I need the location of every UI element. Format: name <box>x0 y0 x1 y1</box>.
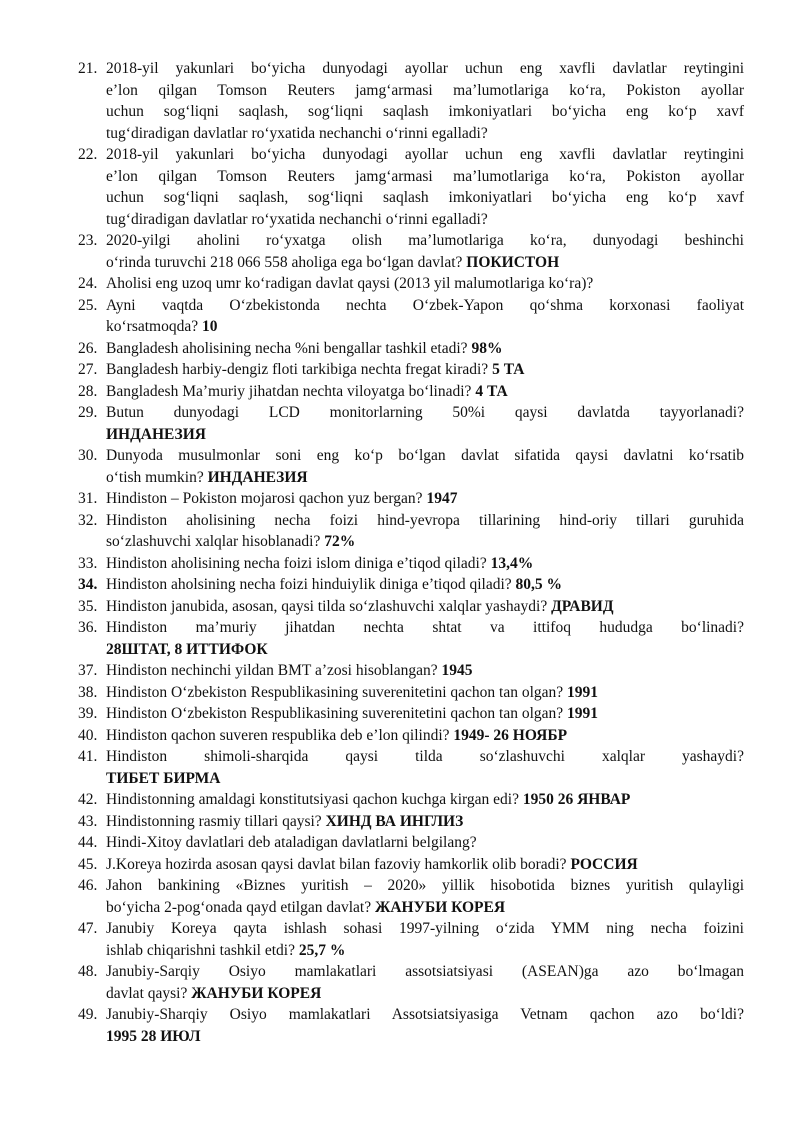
answer-text: РОССИЯ <box>570 855 638 873</box>
question-line <box>106 166 744 188</box>
answer-text: 72% <box>324 533 356 550</box>
question-line <box>106 811 744 833</box>
question-line <box>106 402 744 424</box>
question-item <box>78 230 744 273</box>
answer-text: ЖАНУБИ КОРЕЯ <box>191 984 322 1002</box>
question-text <box>106 445 744 488</box>
answer-text: ЖАНУБИ КОРЕЯ <box>375 898 506 916</box>
question-text <box>106 1004 744 1047</box>
question-item <box>78 961 744 1004</box>
answer-text: 80,5 % <box>515 576 563 593</box>
question-text <box>106 58 744 144</box>
question-text <box>106 553 744 575</box>
answer-text: 10 <box>201 318 218 335</box>
question-number: 48. <box>78 963 98 980</box>
question-number: 40. <box>78 726 98 744</box>
question-line <box>106 230 744 252</box>
question-number: 49. <box>78 1006 98 1023</box>
question-line <box>106 381 744 403</box>
question-number: 21. <box>78 60 98 77</box>
question-item <box>78 789 744 811</box>
answer-text: ТИБЕТ БИРМА <box>106 769 221 787</box>
question-line <box>106 424 744 446</box>
question-line-text: so‘zlashuvchi xalqlar hisoblanadi? <box>106 533 321 550</box>
question-text <box>106 682 744 704</box>
question-line <box>106 80 744 102</box>
question-text <box>106 961 744 1004</box>
question-number: 34. <box>78 576 98 593</box>
question-line-text: ko‘rsatmoqda? <box>106 318 199 335</box>
question-text <box>106 746 744 789</box>
question-line <box>106 617 744 639</box>
question-line <box>106 1026 744 1048</box>
question-text <box>106 811 744 833</box>
question-line-text: Hindiston O‘zbekiston Respublikasining suverenitetini qachon tan olgan? <box>106 705 564 722</box>
question-line-text: uchun sog‘liqni saqlash, sog‘liqni saqlash imkoniyatlari bo‘yicha eng ko‘p xavf <box>106 103 744 120</box>
question-line <box>106 445 744 467</box>
question-item <box>78 295 744 338</box>
question-text <box>106 574 744 596</box>
question-line-text: tug‘diradigan davlatlar ro‘yxatida nechanchi o‘rinni egalladi? <box>106 124 488 142</box>
question-text <box>106 725 744 747</box>
question-text <box>106 617 744 660</box>
question-line <box>106 768 744 790</box>
question-line <box>106 209 744 231</box>
question-number: 43. <box>78 812 98 830</box>
question-line <box>106 338 744 360</box>
answer-text: ХИНД ВА ИНГЛИЗ <box>325 812 464 830</box>
answer-text: 1947 <box>426 490 458 507</box>
question-line-text: e’lon qilgan Tomson Reuters jamg‘armasi ma’lumotlariga ko‘ra, Pokiston ayollar <box>106 167 744 185</box>
question-line <box>106 832 744 854</box>
question-line <box>106 359 744 381</box>
question-item <box>78 402 744 445</box>
question-line <box>106 144 744 166</box>
question-line-text: Hindiston ma’muriy jihatdan nechta shtat va ittifoq hududga bo‘linadi? <box>106 619 744 636</box>
question-line-text: Hindistonning rasmiy tillari qaysi? <box>106 812 322 830</box>
question-item <box>78 617 744 660</box>
question-line-text: Butun dunyodagi LCD monitorlarning 50%i qaysi davlatda tayyorlanadi? <box>106 404 744 421</box>
question-line-text: Janubiy Koreya qayta ishlash sohasi 1997-yilning o‘zida YMM ning necha foizini <box>106 920 744 937</box>
question-line <box>106 252 744 274</box>
question-line <box>106 488 744 510</box>
question-line-text: davlat qaysi? <box>106 984 188 1002</box>
question-item <box>78 746 744 789</box>
question-number: 33. <box>78 554 98 572</box>
question-line-text: Jahon bankining «Biznes yuritish – 2020» yillik hisobotida biznes yuritish qulayligi <box>106 877 744 894</box>
question-item <box>78 445 744 488</box>
question-line-text: Dunyoda musulmonlar soni eng ko‘p bo‘lgan davlat sifatida qaysi davlatni ko‘rsatib <box>106 447 744 464</box>
question-text <box>106 381 744 403</box>
question-line <box>106 789 744 811</box>
question-item <box>78 144 744 230</box>
question-item <box>78 854 744 876</box>
question-item <box>78 510 744 553</box>
question-text <box>106 359 744 381</box>
question-line-text: Bangladesh Ma’muriy jihatdan nechta viloyatga bo‘linadi? <box>106 382 472 400</box>
question-line <box>106 940 744 962</box>
question-item <box>78 811 744 833</box>
answer-text: 28ШТАТ, 8 ИТТИФОК <box>106 640 268 658</box>
question-text <box>106 273 744 295</box>
question-line <box>106 682 744 704</box>
question-text <box>106 402 744 445</box>
question-item <box>78 875 744 918</box>
question-number: 29. <box>78 404 98 421</box>
question-line <box>106 746 744 768</box>
question-number: 42. <box>78 791 98 808</box>
question-line-text: Hindiston aholsining necha foizi hinduiylik diniga e’tiqod qiladi? <box>106 576 512 593</box>
question-number: 22. <box>78 146 98 163</box>
question-item <box>78 682 744 704</box>
answer-text: 4 ТА <box>475 382 508 400</box>
question-line-text: Hindiston shimoli-sharqida qaysi tilda so‘zlashuvchi xalqlar yashaydi? <box>106 748 744 765</box>
question-line-text: 2020-yilgi aholini ro‘yxatga olish ma’lumotlariga ko‘ra, dunyodagi beshinchi <box>106 232 744 249</box>
question-line <box>106 596 744 618</box>
question-text <box>106 703 744 725</box>
question-line-text: Janubiy-Sarqiy Osiyo mamlakatlari assotsiatsiyasi (ASEAN)ga azo bo‘lmagan <box>106 963 744 980</box>
question-text <box>106 338 744 360</box>
question-item <box>78 273 744 295</box>
question-line <box>106 467 744 489</box>
question-line-text: Hindiston nechinchi yildan BMT a’zosi hisoblangan? <box>106 662 438 679</box>
answer-text: 13,4% <box>490 554 534 572</box>
question-item <box>78 381 744 403</box>
question-item <box>78 832 744 854</box>
question-item <box>78 338 744 360</box>
question-text <box>106 854 744 876</box>
question-line <box>106 295 744 317</box>
answer-text: 5 ТА <box>492 361 525 378</box>
question-text <box>106 488 744 510</box>
answer-text: ПОКИСТОН <box>466 253 560 271</box>
answer-text: ИНДАНЕЗИЯ <box>207 468 308 486</box>
question-line <box>106 123 744 145</box>
question-number: 47. <box>78 920 98 937</box>
question-number: 36. <box>78 619 98 636</box>
question-item <box>78 58 744 144</box>
question-text <box>106 832 744 854</box>
question-number: 30. <box>78 447 98 464</box>
question-text <box>106 510 744 553</box>
question-number: 28. <box>78 382 98 400</box>
question-number: 41. <box>78 748 98 765</box>
question-line <box>106 273 744 295</box>
question-line <box>106 58 744 80</box>
question-item <box>78 703 744 725</box>
question-item <box>78 553 744 575</box>
question-text <box>106 230 744 273</box>
question-line-text: 2018-yil yakunlari bo‘yicha dunyodagi ayollar uchun eng xavfli davlatlar reytingini <box>106 146 744 163</box>
question-item <box>78 359 744 381</box>
question-number: 46. <box>78 877 98 894</box>
answer-text: 1950 26 ЯНВАР <box>522 791 631 808</box>
question-item <box>78 725 744 747</box>
question-line <box>106 897 744 919</box>
answer-text: 1995 28 ИЮЛ <box>106 1027 201 1045</box>
question-text <box>106 660 744 682</box>
question-number: 37. <box>78 662 98 679</box>
question-line <box>106 531 744 553</box>
question-number: 38. <box>78 683 98 701</box>
question-line <box>106 510 744 532</box>
question-line <box>106 854 744 876</box>
question-line-text: Hindiston O‘zbekiston Respublikasining suverenitetini qachon tan olgan? <box>106 683 564 701</box>
question-text <box>106 789 744 811</box>
answer-text: 25,7 % <box>298 941 346 959</box>
answer-text: 1945 <box>441 662 473 679</box>
question-line-text: o‘rinda turuvchi 218 066 558 aholiga ega bo‘lgan davlat? <box>106 253 463 271</box>
question-text <box>106 875 744 918</box>
question-line-text: 2018-yil yakunlari bo‘yicha dunyodagi ayollar uchun eng xavfli davlatlar reytingini <box>106 60 744 77</box>
question-number: 45. <box>78 855 98 873</box>
question-line-text: Hindistonning amaldagi konstitutsiyasi qachon kuchga kirgan edi? <box>106 791 519 808</box>
question-line <box>106 875 744 897</box>
question-line <box>106 1004 744 1026</box>
question-item <box>78 918 744 961</box>
question-item <box>78 596 744 618</box>
question-line-text: Janubiy-Sharqiy Osiyo mamlakatlari Assotsiatsiyasiga Vetnam qachon azo bo‘ldi? <box>106 1006 744 1023</box>
question-line-text: ishlab chiqarishni tashkil etdi? <box>106 941 295 959</box>
question-list <box>78 58 744 1047</box>
question-line-text: bo‘yicha 2-pog‘onada qayd etilgan davlat? <box>106 898 372 916</box>
question-line-text: e’lon qilgan Tomson Reuters jamg‘armasi ma’lumotlariga ko‘ra, Pokiston ayollar <box>106 81 744 99</box>
question-line <box>106 553 744 575</box>
answer-text: ДРАВИД <box>551 597 614 615</box>
question-line-text: Hindiston janubida, asosan, qaysi tilda so‘zlashuvchi xalqlar yashaydi? <box>106 597 548 615</box>
answer-text: 1991 <box>567 683 599 701</box>
question-number: 25. <box>78 296 98 314</box>
answer-text: ИНДАНЕЗИЯ <box>106 425 206 443</box>
question-text <box>106 144 744 230</box>
question-line-text: Hindiston qachon suveren respublika deb e’lon qilindi? <box>106 726 450 744</box>
question-line <box>106 703 744 725</box>
question-line <box>106 983 744 1005</box>
answer-text: 98% <box>471 339 503 357</box>
question-line-text: Aholisi eng uzoq umr ko‘radigan davlat qaysi (2013 yil malumotlariga ko‘ra)? <box>106 275 594 292</box>
question-line <box>106 316 744 338</box>
question-line <box>106 961 744 983</box>
question-number: 35. <box>78 597 98 615</box>
question-line <box>106 574 744 596</box>
question-line <box>106 101 744 123</box>
question-line <box>106 660 744 682</box>
question-line-text: Hindiston aholisining necha foizi hind-yevropa tillarining hind-oriy tillari guruhida <box>106 511 744 529</box>
question-item <box>78 488 744 510</box>
question-number: 32. <box>78 511 98 529</box>
question-number: 31. <box>78 490 98 507</box>
question-text <box>106 918 744 961</box>
question-line-text: Hindi-Xitoy davlatlari deb ataladigan davlatlarni belgilang? <box>106 834 477 851</box>
question-line-text: tug‘diradigan davlatlar ro‘yxatida nechanchi o‘rinni egalladi? <box>106 210 488 228</box>
question-text <box>106 596 744 618</box>
question-line-text: Bangladesh harbiy-dengiz floti tarkibiga nechta fregat kiradi? <box>106 361 489 378</box>
question-number: 24. <box>78 275 98 292</box>
question-item <box>78 1004 744 1047</box>
question-text <box>106 295 744 338</box>
question-item <box>78 574 744 596</box>
question-line <box>106 187 744 209</box>
question-number: 26. <box>78 339 98 357</box>
question-item <box>78 660 744 682</box>
answer-text: 1991 <box>567 705 599 722</box>
question-line-text: J.Koreya hozirda asosan qaysi davlat bilan fazoviy hamkorlik olib boradi? <box>106 855 567 873</box>
question-number: 39. <box>78 705 98 722</box>
question-line-text: uchun sog‘liqni saqlash, sog‘liqni saqlash imkoniyatlari bo‘yicha eng ko‘p xavf <box>106 189 744 206</box>
question-number: 27. <box>78 361 98 378</box>
question-line <box>106 918 744 940</box>
question-line-text: Ayni vaqtda O‘zbekistonda nechta O‘zbek-Yapon qo‘shma korxonasi faoliyat <box>106 296 744 314</box>
question-line-text: Hindiston – Pokiston mojarosi qachon yuz bergan? <box>106 490 423 507</box>
question-number: 44. <box>78 834 98 851</box>
answer-text: 1949- 26 НОЯБР <box>453 726 568 744</box>
question-line <box>106 725 744 747</box>
question-number: 23. <box>78 232 98 249</box>
question-line-text: Hindiston aholisining necha foizi islom diniga e’tiqod qiladi? <box>106 554 487 572</box>
question-line-text: Bangladesh aholisining necha %ni bengallar tashkil etadi? <box>106 339 468 357</box>
question-line <box>106 639 744 661</box>
question-line-text: o‘tish mumkin? <box>106 468 204 486</box>
